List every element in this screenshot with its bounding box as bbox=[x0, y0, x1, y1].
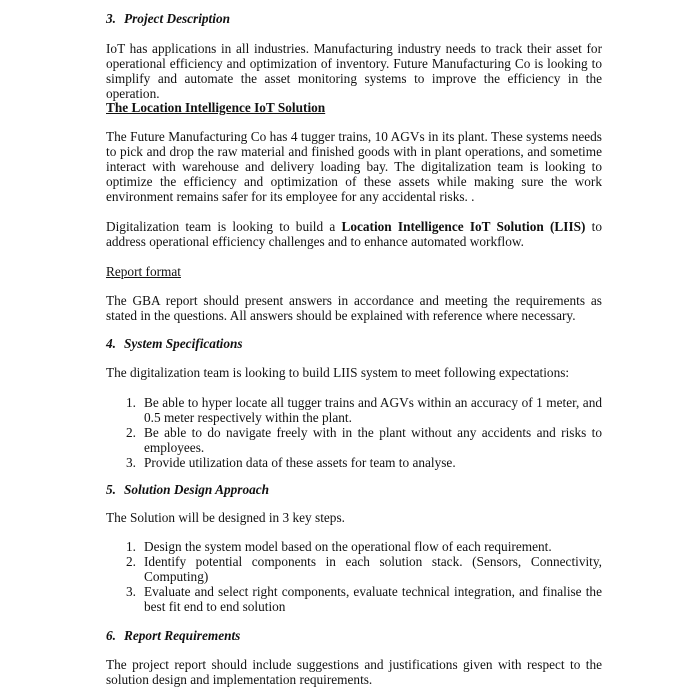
list-item: 1. Design the system model based on the operational flow of each requirement. bbox=[126, 539, 552, 554]
report-requirements-paragraph: The project report should include suggestions and justifications given with respect to the solution design and implementation requirements. bbox=[106, 657, 602, 687]
liis-paragraph: Digitalization team is looking to build a Location Intelligence IoT Solution (LIIS) to address operational efficiency challenges and to enhance automated workflow. bbox=[106, 219, 602, 249]
section-3-heading: 3. Project Description bbox=[106, 11, 230, 26]
list-item: 3. Provide utilization data of these assets for team to analyse. bbox=[126, 455, 456, 470]
project-description-paragraph: IoT has applications in all industries. Manufacturing industry needs to track their asset for operational efficiency and optimization of inventory. Future Manufacturing Co is looking to simplify and automate the asset monitoring systems to improve the efficiency in the operation. bbox=[106, 41, 602, 101]
location-intelligence-subheading: The Location Intelligence IoT Solution bbox=[106, 100, 326, 115]
section-4-heading: 4. System Specifications bbox=[106, 336, 243, 351]
list-item: 2. Be able to do navigate freely with in the plant without any accidents and risks to employees. bbox=[126, 425, 602, 455]
list-item: 2. Identify potential components in each solution stack. (Sensors, Connectivity, Computing) bbox=[126, 554, 602, 584]
section-6-heading: 6. Report Requirements bbox=[106, 628, 241, 643]
list-item: 1. Be able to hyper locate all tugger trains and AGVs within an accuracy of 1 meter, and 0.5 meter respectively within the plant. bbox=[126, 395, 602, 425]
list-item: 3. Evaluate and select right components, evaluate technical integration, and finalise the best fit end to end solution bbox=[126, 584, 602, 614]
solution-design-list bbox=[106, 539, 602, 614]
system-specifications-list bbox=[106, 395, 602, 470]
section-5-heading: 5. Solution Design Approach bbox=[106, 482, 270, 497]
report-format-paragraph: The GBA report should present answers in accordance and meeting the requirements as stated in the questions. All answers should be explained with reference where necessary. bbox=[106, 293, 602, 323]
solution-design-intro: The Solution will be designed in 3 key steps. bbox=[106, 510, 345, 525]
system-specifications-intro: The digitalization team is looking to build LIIS system to meet following expectations: bbox=[106, 365, 570, 380]
report-format-label: Report format bbox=[106, 264, 181, 279]
future-manufacturing-paragraph: The Future Manufacturing Co has 4 tugger trains, 10 AGVs in its plant. These systems needs to pick and drop the raw material and finished goods with in plant operations, and sometime interact with warehouse and delivery loading bay. The digitalization team is looking to optimize the efficiency and optimization of these assets while making sure the work environment remains safer for its employee for any accidental risks. . bbox=[106, 129, 602, 204]
